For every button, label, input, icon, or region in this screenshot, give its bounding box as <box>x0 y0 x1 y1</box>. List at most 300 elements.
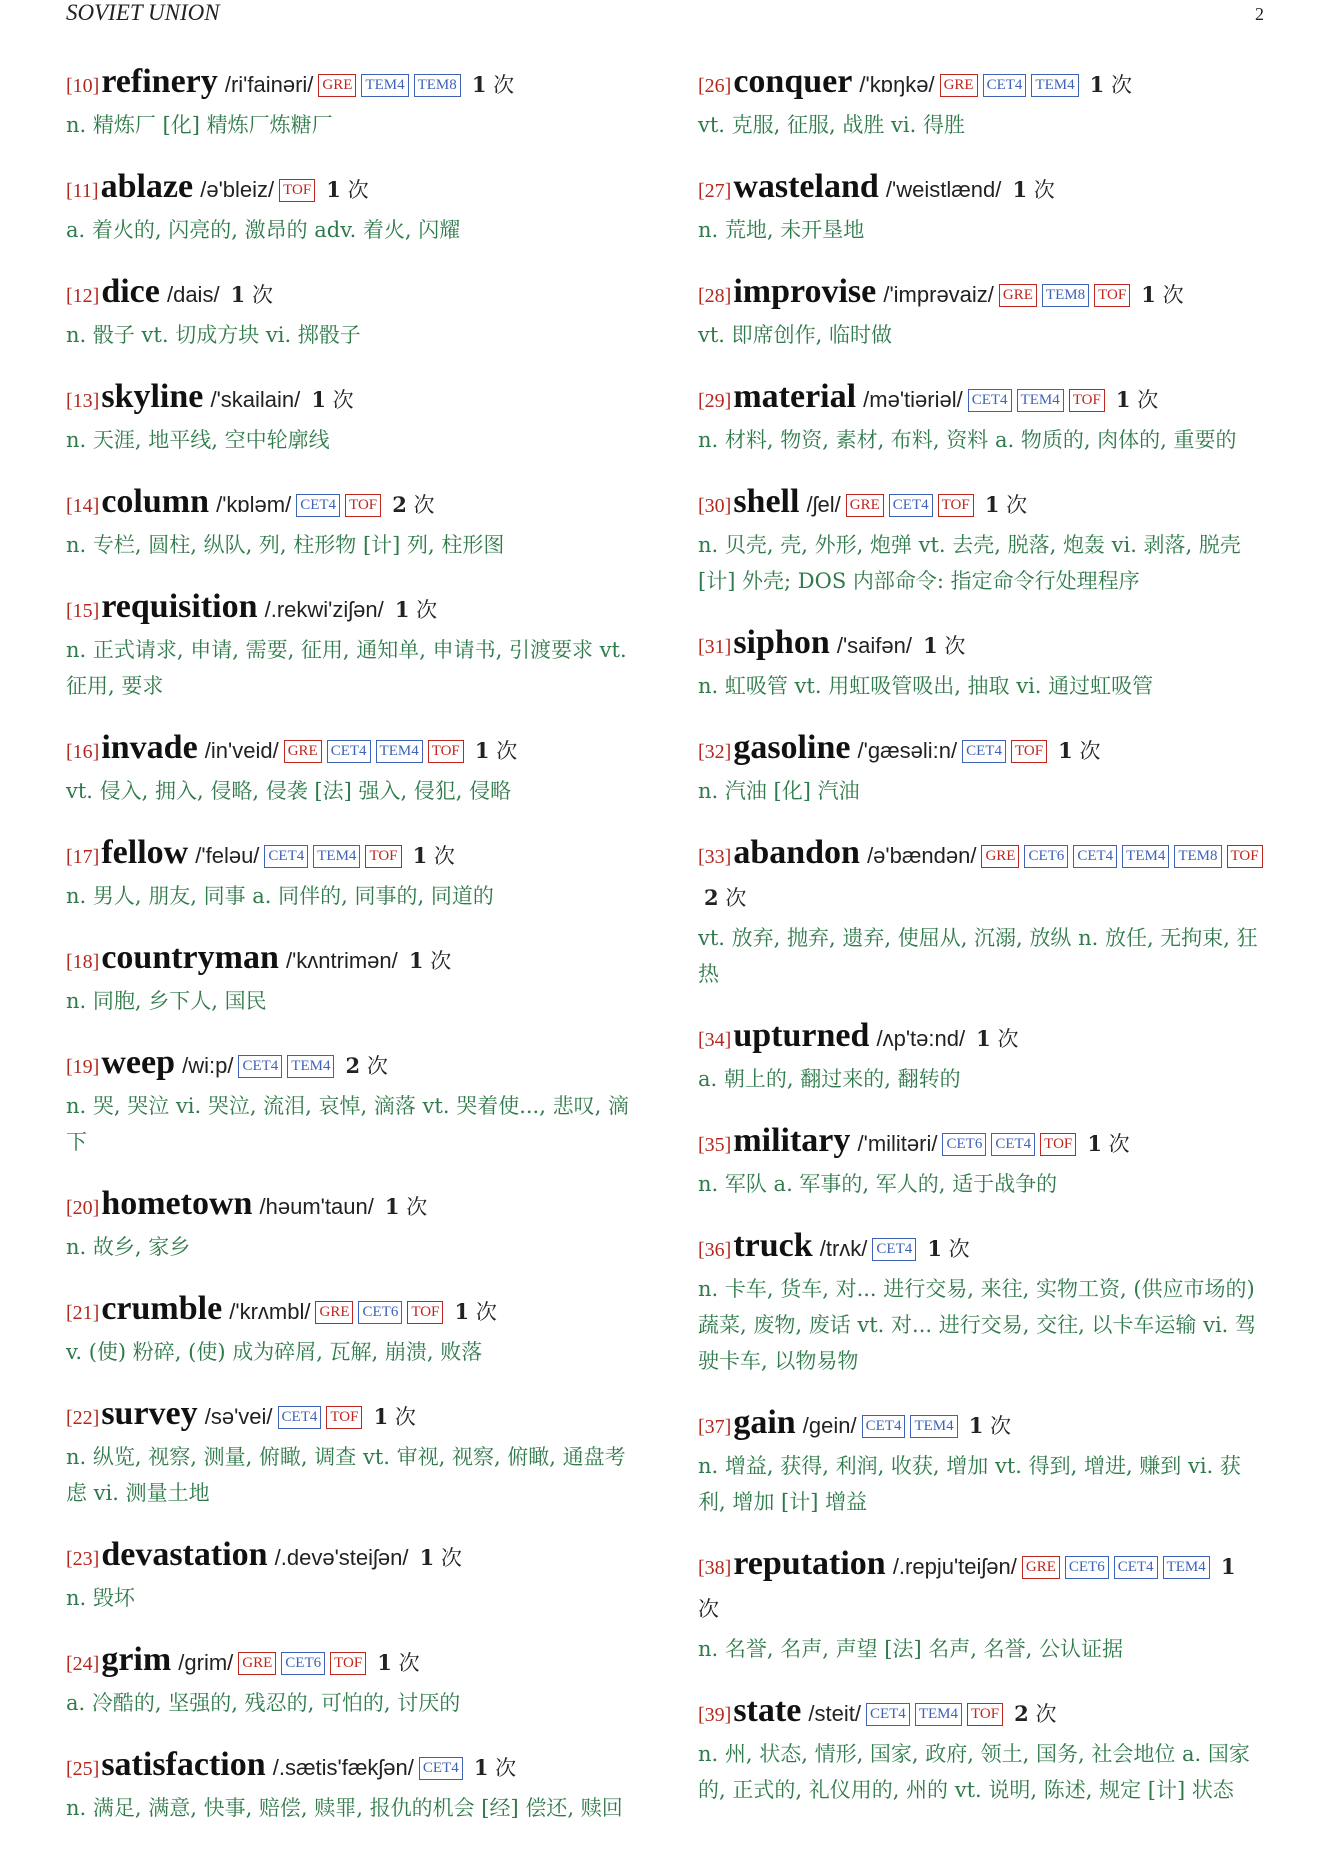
entry-headline <box>66 1184 636 1229</box>
entry-definition: a. 朝上的, 翻过来的, 翻转的 <box>698 1067 961 1091</box>
entry-definition: vt. 即席创作, 临时做 <box>698 323 893 347</box>
entry-index: [24] <box>66 1653 100 1675</box>
entry-word: weep <box>101 1044 175 1081</box>
page-number: 2 <box>1255 4 1264 24</box>
exam-tag-tem4: TEM4 <box>910 1415 957 1438</box>
entry-count <box>927 1237 969 1261</box>
count-number: 1 <box>1012 177 1028 202</box>
exam-tag-tof: TOF <box>326 1406 362 1429</box>
count-number: 1 <box>968 1413 984 1438</box>
entry-definition: n. 名誉, 名声, 声望 [法] 名声, 名誉, 公认证据 <box>698 1637 1124 1661</box>
entry-index: [28] <box>698 285 732 307</box>
vocab-entry <box>66 728 636 809</box>
entry-count <box>1087 1132 1129 1156</box>
entry-word: devastation <box>101 1536 268 1573</box>
entry-pronunciation: /'skailain/ <box>210 387 301 412</box>
exam-tag-gre: GRE <box>846 494 884 517</box>
exam-tag-cet4: CET4 <box>1114 1556 1158 1579</box>
entry-pronunciation: /'imprəvaiz/ <box>883 282 994 307</box>
entry-definition: v. (使) 粉碎, (使) 成为碎屑, 瓦解, 崩溃, 败落 <box>66 1340 483 1364</box>
vocab-entry <box>698 62 1263 143</box>
count-number: 1 <box>1058 738 1073 763</box>
entry-pronunciation: /həum'taun/ <box>259 1194 374 1219</box>
count-suffix: 次 <box>1108 1132 1130 1156</box>
entry-headline <box>698 1121 1263 1166</box>
exam-tag-tem4: TEM4 <box>1163 1556 1210 1579</box>
exam-tag-tof: TOF <box>938 494 974 517</box>
entry-count <box>1141 283 1183 307</box>
entry-index: [39] <box>698 1704 732 1726</box>
count-number: 1 <box>474 738 490 763</box>
vocab-entry <box>698 1691 1263 1808</box>
entry-pronunciation: /'weistlænd/ <box>885 177 1002 202</box>
exam-tag-cet4: CET4 <box>866 1703 910 1726</box>
count-suffix: 次 <box>406 1195 428 1219</box>
count-number: 1 <box>1115 387 1131 412</box>
entry-headline <box>66 272 636 317</box>
count-suffix: 次 <box>990 1414 1012 1438</box>
entry-headline <box>66 938 636 983</box>
entry-tags <box>957 743 1047 762</box>
vocab-entry <box>66 938 636 1019</box>
entry-headline <box>66 833 636 878</box>
entry-index: [22] <box>66 1407 100 1429</box>
entry-word: improvise <box>733 273 877 310</box>
entry-headline <box>698 482 1263 527</box>
count-number: 1 <box>326 177 341 202</box>
entry-tags <box>274 182 315 201</box>
exam-tag-tof: TOF <box>1040 1133 1076 1156</box>
entry-pronunciation: /trʌk/ <box>819 1236 868 1261</box>
entry-tags <box>867 1241 916 1260</box>
count-number: 1 <box>412 843 428 868</box>
entry-headline <box>698 623 1263 668</box>
entry-index: [27] <box>698 180 732 202</box>
entry-word: wasteland <box>733 168 879 205</box>
vocab-entry <box>698 623 1263 704</box>
entry-pronunciation: /ə'bændən/ <box>867 843 977 868</box>
vocab-entry <box>66 1640 636 1721</box>
entry-word: material <box>733 378 857 415</box>
count-number: 1 <box>373 1404 389 1429</box>
entry-definition: n. 满足, 满意, 快事, 赔偿, 赎罪, 报仇的机会 [经] 偿还, 赎回 <box>66 1796 623 1820</box>
right-column <box>698 62 1263 1832</box>
entry-index: [26] <box>698 75 732 97</box>
entry-pronunciation: /dais/ <box>166 282 220 307</box>
entry-headline <box>66 728 636 773</box>
entry-definition: n. 材料, 物资, 素材, 布料, 资料 a. 物质的, 肉体的, 重要的 <box>698 428 1237 452</box>
entry-index: [23] <box>66 1548 100 1570</box>
entry-word: conquer <box>733 63 853 100</box>
entry-pronunciation: /'gæsəli:n/ <box>857 738 958 763</box>
entry-headline <box>698 377 1263 422</box>
entry-definition: n. 天涯, 地平线, 空中轮廓线 <box>66 428 330 452</box>
entry-index: [29] <box>698 390 732 412</box>
entry-index: [11] <box>66 180 99 202</box>
count-number: 1 <box>408 948 424 973</box>
entry-count <box>413 844 455 868</box>
exam-tag-cet4: CET4 <box>872 1238 916 1261</box>
entry-tags <box>233 1655 366 1674</box>
count-number: 1 <box>384 1194 400 1219</box>
entry-headline <box>698 272 1263 317</box>
entry-count <box>475 739 517 763</box>
count-suffix: 次 <box>440 1546 462 1570</box>
count-suffix: 次 <box>997 1027 1019 1051</box>
exam-tag-tem4: TEM4 <box>313 845 360 868</box>
entry-definition: a. 冷酷的, 坚强的, 残忍的, 可怕的, 讨厌的 <box>66 1691 461 1715</box>
entry-headline <box>698 62 1263 107</box>
exam-tag-gre: GRE <box>315 1301 353 1324</box>
entry-headline <box>66 482 636 527</box>
vocab-entry <box>66 1289 636 1370</box>
entry-headline <box>698 1544 1263 1631</box>
entry-word: survey <box>101 1395 198 1432</box>
exam-tag-tem8: TEM8 <box>1042 284 1089 307</box>
exam-tag-cet4: CET4 <box>983 74 1027 97</box>
entry-headline <box>66 1289 636 1334</box>
exam-tag-tem4: TEM4 <box>376 740 423 763</box>
count-number: 2 <box>704 885 719 910</box>
entry-definition: a. 着火的, 闪亮的, 激昂的 adv. 着火, 闪耀 <box>66 218 461 242</box>
entry-definition: n. 精炼厂 [化] 精炼厂炼糖厂 <box>66 113 333 137</box>
exam-tag-tem8: TEM8 <box>414 74 461 97</box>
entry-pronunciation: /steit/ <box>808 1701 861 1726</box>
count-suffix: 次 <box>413 493 435 517</box>
vocab-entry <box>66 1184 636 1265</box>
header-title: SOVIET UNION <box>66 0 220 25</box>
count-suffix: 次 <box>475 1300 497 1324</box>
entry-count <box>385 1195 427 1219</box>
entry-word: siphon <box>733 624 830 661</box>
entry-definition: n. 汽油 [化] 汽油 <box>698 779 860 803</box>
page-header <box>66 0 1264 30</box>
count-number: 1 <box>976 1026 991 1051</box>
count-number: 1 <box>311 387 326 412</box>
entry-count <box>1014 1702 1056 1726</box>
entry-pronunciation: /gein/ <box>802 1413 857 1438</box>
entry-index: [19] <box>66 1056 100 1078</box>
entry-count <box>346 1054 388 1078</box>
entry-index: [25] <box>66 1758 100 1780</box>
count-suffix: 次 <box>332 388 354 412</box>
exam-tag-tof: TOF <box>428 740 464 763</box>
entry-index: [20] <box>66 1197 100 1219</box>
vocab-entry <box>66 1745 636 1826</box>
entry-index: [18] <box>66 951 100 973</box>
exam-tag-cet4: CET4 <box>862 1415 906 1438</box>
exam-tag-cet4: CET4 <box>968 389 1012 412</box>
entry-tags <box>313 77 460 96</box>
vocab-entry <box>698 833 1263 992</box>
exam-tag-gre: GRE <box>940 74 978 97</box>
entry-definition: n. 州, 状态, 情形, 国家, 政府, 领土, 国务, 社会地位 a. 国家的, 正式的, 礼仪用的, 州的 vt. 说明, 陈述, 规定 [计] 状态 <box>698 1742 1250 1802</box>
entry-definition: n. 正式请求, 申请, 需要, 征用, 通知单, 申请书, 引渡要求 vt. 征用, 要求 <box>66 638 627 698</box>
entry-index: [15] <box>66 600 100 622</box>
entry-pronunciation: /'kɒŋkə/ <box>859 72 935 97</box>
entry-index: [12] <box>66 285 100 307</box>
exam-tag-tof: TOF <box>967 1703 1003 1726</box>
exam-tag-tof: TOF <box>1069 389 1105 412</box>
entry-word: shell <box>733 483 800 520</box>
exam-tag-cet4: CET4 <box>278 1406 322 1429</box>
entry-index: [31] <box>698 636 732 658</box>
vocab-entry <box>698 167 1263 248</box>
entry-definition: n. 故乡, 家乡 <box>66 1235 191 1259</box>
entry-count <box>969 1414 1011 1438</box>
exam-tag-cet4: CET4 <box>962 740 1006 763</box>
vocab-entry <box>698 1226 1263 1379</box>
exam-tag-cet4: CET4 <box>991 1133 1035 1156</box>
entry-count <box>1116 388 1158 412</box>
vocab-entry <box>698 272 1263 353</box>
left-column <box>66 62 636 1850</box>
entry-index: [30] <box>698 495 732 517</box>
count-suffix: 次 <box>1033 178 1055 202</box>
count-suffix: 次 <box>1162 283 1184 307</box>
exam-tag-tof: TOF <box>345 494 381 517</box>
vocab-entry <box>698 1544 1263 1667</box>
entry-index: [21] <box>66 1302 100 1324</box>
entry-definition: vt. 克服, 征服, 战胜 vi. 得胜 <box>698 113 965 137</box>
entry-pronunciation: /'saifən/ <box>836 633 912 658</box>
exam-tag-tof: TOF <box>365 845 401 868</box>
entry-pronunciation: /.devə'steiʃən/ <box>274 1545 409 1570</box>
exam-tag-tof: TOF <box>330 1652 366 1675</box>
entry-word: dice <box>101 273 160 310</box>
entry-tags <box>994 287 1130 306</box>
exam-tag-tem4: TEM4 <box>1017 389 1064 412</box>
entry-tags <box>861 1706 1003 1725</box>
entry-tags <box>857 1418 958 1437</box>
entry-word: invade <box>101 729 198 766</box>
entry-pronunciation: /ə'bleiz/ <box>200 177 275 202</box>
entry-index: [14] <box>66 495 100 517</box>
vocab-entry <box>66 833 636 914</box>
entry-pronunciation: /'kʌntrimən/ <box>285 948 398 973</box>
entry-tags <box>259 848 401 867</box>
entry-definition: n. 同胞, 乡下人, 国民 <box>66 989 267 1013</box>
vocab-entry <box>698 728 1263 809</box>
vocab-entry <box>698 377 1263 458</box>
count-suffix: 次 <box>1035 1702 1057 1726</box>
exam-tag-cet4: CET4 <box>296 494 340 517</box>
entry-definition: n. 增益, 获得, 利润, 收获, 增加 vt. 得到, 增进, 赚到 vi. 获利, 增加 [计] 增益 <box>698 1454 1241 1514</box>
entry-word: refinery <box>101 63 218 100</box>
vocab-entry <box>66 377 636 458</box>
exam-tag-tof: TOF <box>1227 845 1263 868</box>
entry-pronunciation: /grim/ <box>178 1650 234 1675</box>
exam-tag-tem4: TEM4 <box>1122 845 1169 868</box>
entry-tags <box>279 743 464 762</box>
count-suffix: 次 <box>1006 493 1028 517</box>
entry-word: state <box>733 1692 802 1729</box>
entry-pronunciation: /sə'vei/ <box>204 1404 273 1429</box>
count-suffix: 次 <box>433 844 455 868</box>
count-number: 1 <box>454 1299 470 1324</box>
entry-headline <box>66 1535 636 1580</box>
exam-tag-tof: TOF <box>279 179 315 202</box>
entry-pronunciation: /'krʌmbl/ <box>229 1299 311 1324</box>
entry-tags <box>414 1760 463 1779</box>
entry-index: [33] <box>698 846 732 868</box>
entry-definition: n. 卡车, 货车, 对... 进行交易, 来往, 实物工资, (供应市场的) 蔬菜, 废物, 废话 vt. 对... 进行交易, 交往, 以卡车运输 vi. 驾驶卡车, 以物易物 <box>698 1277 1257 1373</box>
count-suffix: 次 <box>366 1054 388 1078</box>
vocab-entry <box>66 1394 636 1511</box>
entry-definition: vt. 放弃, 抛弃, 遗弃, 使屈从, 沉溺, 放纵 n. 放任, 无拘束, 狂热 <box>698 926 1258 986</box>
entry-count <box>985 493 1027 517</box>
vocab-entry <box>66 272 636 353</box>
count-suffix: 次 <box>496 739 518 763</box>
entry-count <box>392 493 434 517</box>
entry-headline <box>698 1403 1263 1448</box>
entry-count <box>231 283 273 307</box>
entry-tags <box>976 848 1262 867</box>
entry-definition: n. 荒地, 未开垦地 <box>698 218 865 242</box>
count-suffix: 次 <box>495 1756 517 1780</box>
count-number: 2 <box>392 492 407 517</box>
entry-word: ablaze <box>100 168 194 205</box>
entry-headline <box>698 1016 1263 1061</box>
count-suffix: 次 <box>347 178 369 202</box>
entry-pronunciation: /ʌp'tə:nd/ <box>876 1026 966 1051</box>
vocab-entry <box>66 1535 636 1616</box>
entry-index: [35] <box>698 1134 732 1156</box>
exam-tag-cet4: CET4 <box>1073 845 1117 868</box>
entry-pronunciation: /.rekwi'ziʃən/ <box>264 597 384 622</box>
entry-count <box>1012 178 1054 202</box>
count-suffix: 次 <box>1110 73 1132 97</box>
entry-word: reputation <box>733 1545 886 1582</box>
count-suffix: 次 <box>698 1597 719 1621</box>
exam-tag-cet6: CET6 <box>358 1301 402 1324</box>
count-number: 1 <box>419 1545 435 1570</box>
count-number: 1 <box>1141 282 1156 307</box>
exam-tag-cet6: CET6 <box>942 1133 986 1156</box>
entry-count <box>704 886 746 910</box>
entry-pronunciation: /ri'fainəri/ <box>224 72 314 97</box>
vocab-entry <box>66 587 636 704</box>
exam-tag-gre: GRE <box>999 284 1037 307</box>
exam-tag-cet4: CET4 <box>419 1757 463 1780</box>
exam-tag-tem4: TEM4 <box>361 74 408 97</box>
entry-word: hometown <box>101 1185 253 1222</box>
entry-count <box>395 598 437 622</box>
entry-definition: vt. 侵入, 拥入, 侵略, 侵袭 [法] 强入, 侵犯, 侵略 <box>66 779 512 803</box>
entry-count <box>409 949 451 973</box>
entry-definition: n. 骰子 vt. 切成方块 vi. 掷骰子 <box>66 323 361 347</box>
entry-word: satisfaction <box>101 1746 266 1783</box>
entry-count <box>976 1027 1018 1051</box>
entry-tags <box>291 497 381 516</box>
entry-word: skyline <box>101 378 204 415</box>
entry-word: gasoline <box>733 729 851 766</box>
exam-tag-gre: GRE <box>318 74 356 97</box>
entry-definition: n. 哭, 哭泣 vi. 哭泣, 流泪, 哀悼, 滴落 vt. 哭着使..., 悲叹, 滴下 <box>66 1094 629 1154</box>
count-number: 1 <box>473 1755 489 1780</box>
vocab-entry <box>66 482 636 563</box>
entry-tags <box>310 1304 443 1323</box>
exam-tag-cet4: CET4 <box>264 845 308 868</box>
exam-tag-gre: GRE <box>1022 1556 1060 1579</box>
entry-word: column <box>101 483 210 520</box>
count-suffix: 次 <box>493 73 515 97</box>
entry-headline <box>698 833 1263 920</box>
entry-definition: n. 纵览, 视察, 测量, 俯瞰, 调查 vt. 审视, 视察, 俯瞰, 通盘考虑 vi. 测量土地 <box>66 1445 626 1505</box>
count-suffix: 次 <box>944 634 966 658</box>
vocab-entry <box>66 1043 636 1160</box>
entry-definition: n. 毁坏 <box>66 1586 135 1610</box>
entry-definition: n. 虹吸管 vt. 用虹吸管吸出, 抽取 vi. 通过虹吸管 <box>698 674 1154 698</box>
count-suffix: 次 <box>948 1237 970 1261</box>
entry-headline <box>66 167 636 212</box>
exam-tag-tof: TOF <box>1094 284 1130 307</box>
entry-pronunciation: /in'veid/ <box>204 738 279 763</box>
entry-headline <box>698 167 1263 212</box>
entry-word: gain <box>733 1404 796 1441</box>
entry-headline <box>698 1691 1263 1736</box>
count-number: 1 <box>984 492 1000 517</box>
entry-word: crumble <box>101 1290 223 1327</box>
exam-tag-tem8: TEM8 <box>1174 845 1221 868</box>
entry-count <box>474 1756 516 1780</box>
count-number: 1 <box>471 72 487 97</box>
entry-count <box>1090 73 1132 97</box>
exam-tag-cet4: CET4 <box>238 1055 282 1078</box>
entry-headline <box>66 1640 636 1685</box>
entry-word: grim <box>101 1641 172 1678</box>
entry-pronunciation: /mə'tiəriəl/ <box>863 387 963 412</box>
count-number: 1 <box>1089 72 1105 97</box>
exam-tag-gre: GRE <box>981 845 1019 868</box>
count-suffix: 次 <box>398 1651 420 1675</box>
entry-headline <box>66 62 636 107</box>
count-suffix: 次 <box>1079 739 1101 763</box>
entry-tags <box>841 497 974 516</box>
entry-count <box>420 1546 462 1570</box>
entry-definition: n. 男人, 朋友, 同事 a. 同伴的, 同事的, 同道的 <box>66 884 494 908</box>
entry-count <box>923 634 965 658</box>
entry-count <box>472 73 514 97</box>
exam-tag-tem4: TEM4 <box>915 1703 962 1726</box>
entry-tags <box>273 1409 363 1428</box>
entry-word: requisition <box>101 588 258 625</box>
entry-pronunciation: /.sætis'fækʃən/ <box>272 1755 414 1780</box>
count-number: 1 <box>923 633 938 658</box>
entry-pronunciation: /'kɒləm/ <box>216 492 292 517</box>
vocab-entry <box>66 62 636 143</box>
exam-tag-gre: GRE <box>238 1652 276 1675</box>
count-suffix: 次 <box>251 283 273 307</box>
entry-word: truck <box>733 1227 813 1264</box>
entry-word: abandon <box>733 834 860 871</box>
exam-tag-cet6: CET6 <box>1065 1556 1109 1579</box>
entry-tags <box>233 1058 334 1077</box>
entry-headline <box>66 1043 636 1088</box>
exam-tag-gre: GRE <box>284 740 322 763</box>
entry-pronunciation: /'feləu/ <box>195 843 260 868</box>
entry-tags <box>963 392 1105 411</box>
entry-headline <box>698 728 1263 773</box>
entry-count <box>311 388 353 412</box>
entry-index: [32] <box>698 741 732 763</box>
exam-tag-cet6: CET6 <box>281 1652 325 1675</box>
entry-word: upturned <box>733 1017 870 1054</box>
count-number: 2 <box>345 1053 361 1078</box>
entry-definition: n. 贝壳, 壳, 外形, 炮弹 vt. 去壳, 脱落, 炮轰 vi. 剥落, 脱壳 [计] 外壳; DOS 内部命令: 指定命令行处理程序 <box>698 533 1241 593</box>
entry-pronunciation: /'militəri/ <box>857 1131 938 1156</box>
entry-count <box>1058 739 1100 763</box>
